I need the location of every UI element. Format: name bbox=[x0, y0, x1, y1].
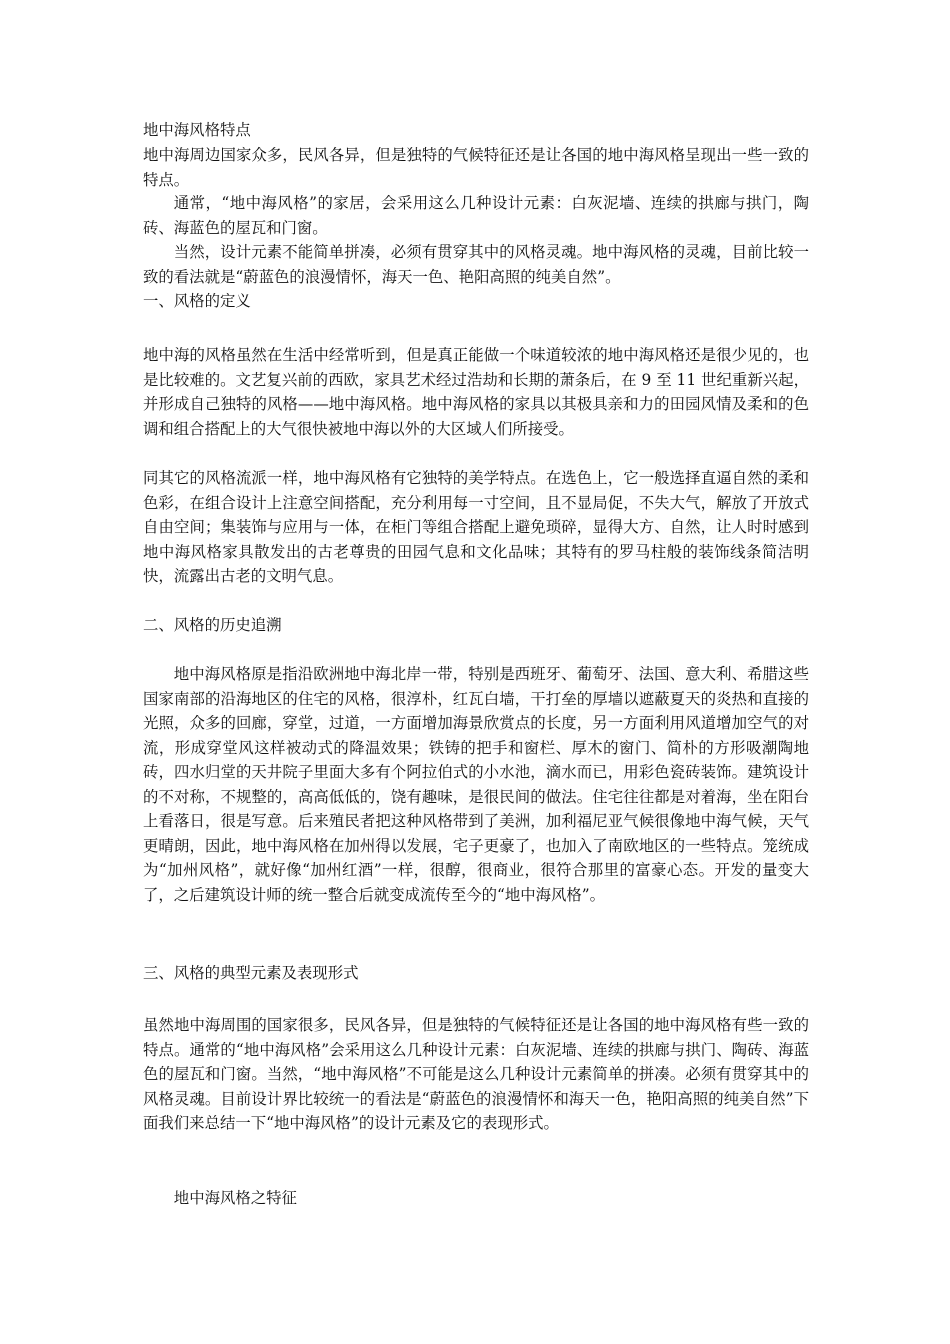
section-heading-history: 二、风格的历史追溯 bbox=[143, 616, 282, 634]
intro-paragraph: 地中海周边国家众多，民风各异，但是独特的气候特征还是让各国的地中海风格呈现出一些一致的特点。 bbox=[143, 146, 809, 189]
section-heading-definition: 一、风格的定义 bbox=[143, 292, 251, 310]
definition-paragraph-1: 地中海的风格虽然在生活中经常听到，但是真正能做一个味道较浓的地中海风格还是很少见的，也是比较难的。文艺复兴前的西欧，家具艺术经过浩劫和长期的萧条后，在 9 至 11 世纪重新兴起，并形成自己独特的风格——地中海风格。地中海风格的家具以其极具亲和力的田园风情及柔和的色调和组合搭配上的大气很快被地中海以外的大区域人们所接受。 bbox=[143, 346, 809, 438]
document-title: 地中海风格特点 bbox=[143, 121, 251, 139]
intro-design-elements-paragraph: 通常，“地中海风格”的家居，会采用这么几种设计元素：白灰泥墙、连续的拱廊与拱门，陶砖、海蓝色的屋瓦和门窗。 bbox=[143, 194, 809, 237]
definition-paragraph-2: 同其它的风格流派一样，地中海风格有它独特的美学特点。在选色上，它一般选择直逼自然的柔和色彩，在组合设计上注意空间搭配，充分利用每一寸空间，且不显局促，不失大气，解放了开放式自由空间；集装饰与应用与一体，在柜门等组合搭配上避免琐碎，显得大方、自然，让人时时感到地中海风格家具散发出的古老尊贵的田园气息和文化品味；其特有的罗马柱般的装饰线条简洁明快，流露出古老的文明气息。 bbox=[143, 469, 809, 585]
section-heading-elements: 三、风格的典型元素及表现形式 bbox=[143, 964, 359, 982]
subheading-characteristics: 地中海风格之特征 bbox=[173, 1189, 297, 1207]
elements-paragraph: 虽然地中海周围的国家很多，民风各异，但是独特的气候特征还是让各国的地中海风格有些一致的特点。通常的“地中海风格”会采用这么几种设计元素：白灰泥墙、连续的拱廊与拱门、陶砖、海蓝色的屋瓦和门窗。当然，“地中海风格”不可能是这么几种设计元素简单的拼凑。必须有贯穿其中的风格灵魂。目前设计界比较统一的看法是“蔚蓝色的浪漫情怀和海天一色，艳阳高照的纯美自然”下面我们来总结一下“地中海风格”的设计元素及它的表现形式。 bbox=[143, 1016, 809, 1132]
history-paragraph: 地中海风格原是指沿欧洲地中海北岸一带，特别是西班牙、葡萄牙、法国、意大利、希腊这些国家南部的沿海地区的住宅的风格，很淳朴，红瓦白墙，干打垒的厚墙以遮蔽夏天的炎热和直接的光照，众多的回廊，穿堂，过道，一方面增加海景欣赏点的长度，另一方面利用风道增加空气的对流，形成穿堂风这样被动式的降温效果；铁铸的把手和窗栏、厚木的窗门、简朴的方形吸潮陶地砖，四水归堂的天井院子里面大多有个阿拉伯式的小水池，滴水而已，用彩色瓷砖装饰。建筑设计的不对称，不规整的，高高低低的，饶有趣味，是很民间的做法。住宅往往都是对着海，坐在阳台上看落日，很是写意。后来殖民者把这种风格带到了美洲，加利福尼亚气候很像地中海气候，天气更晴朗，因此，地中海风格在加州得以发展，宅子更豪了，也加入了南欧地区的一些特点。笼统成为“加州风格”，就好像“加州红酒”一样，很醇，很商业，很符合那里的富豪心态。开发的量变大了，之后建筑设计师的统一整合后就变成流传至今的“地中海风格”。 bbox=[143, 665, 809, 904]
intro-soul-paragraph: 当然，设计元素不能简单拼凑，必须有贯穿其中的风格灵魂。地中海风格的灵魂，目前比较一致的看法就是“蔚蓝色的浪漫情怀，海天一色、艳阳高照的纯美自然”。 bbox=[143, 243, 809, 286]
